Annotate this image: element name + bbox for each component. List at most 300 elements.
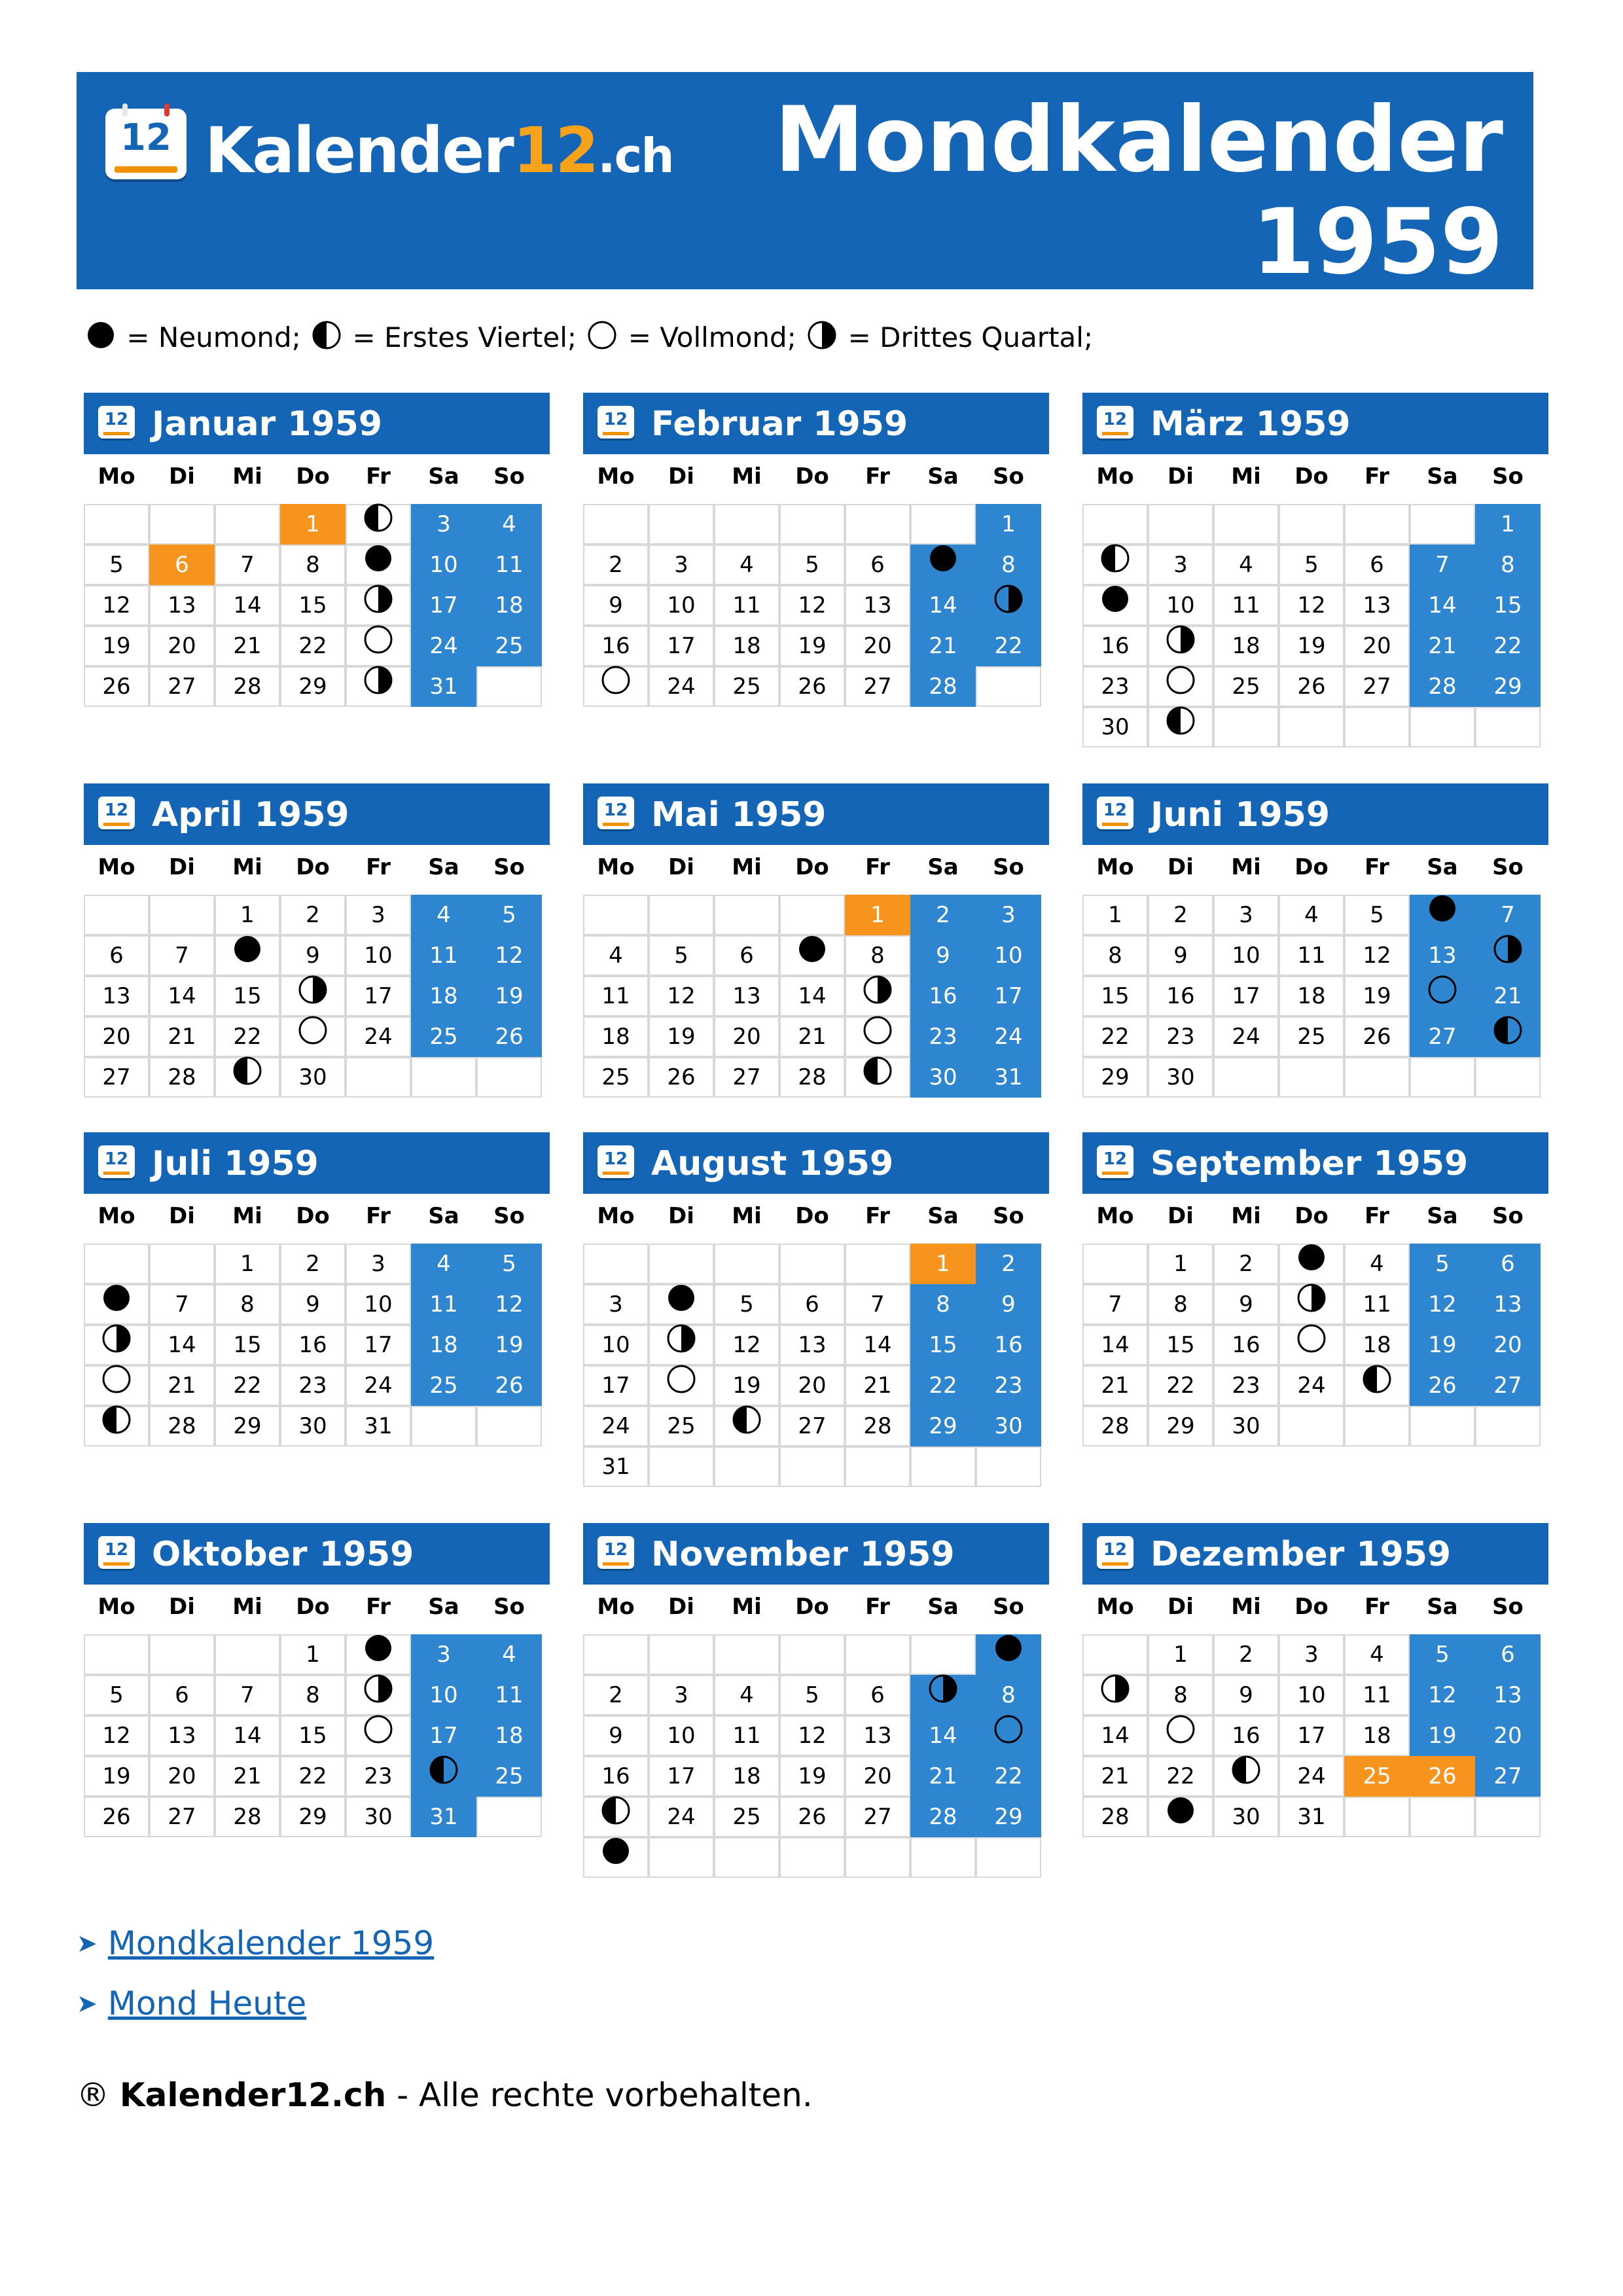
day-cell: 3: [411, 1634, 476, 1675]
day-cell: 19: [779, 626, 845, 666]
day-cell: [1082, 585, 1148, 626]
day-cell: 7: [1475, 895, 1541, 935]
new-moon-icon: [994, 1634, 1023, 1674]
day-cell: 11: [1213, 585, 1279, 626]
day-cell: 5: [84, 1675, 149, 1715]
day-cell: [1082, 1675, 1148, 1715]
day-cell: 9: [1213, 1675, 1279, 1715]
day-cell: 22: [280, 626, 346, 666]
empty-cell: [411, 1406, 476, 1446]
weekday-label: Mo: [98, 1203, 135, 1229]
weekday-label: Di: [668, 854, 694, 880]
day-cell: 25: [649, 1406, 714, 1446]
day-cell: 14: [215, 1715, 280, 1756]
day-cell: 27: [1475, 1365, 1541, 1406]
weekday-label: Mo: [1096, 463, 1134, 490]
day-cell: 19: [1410, 1715, 1475, 1756]
day-cell: [84, 1325, 149, 1365]
day-cell: 16: [280, 1325, 346, 1365]
day-cell: 17: [411, 1715, 476, 1756]
day-cell: 21: [910, 1756, 976, 1797]
day-cell: [976, 1634, 1041, 1675]
day-cell: 28: [779, 1057, 845, 1098]
weekday-label: Mo: [98, 463, 135, 490]
day-cell: 20: [1344, 626, 1410, 666]
day-cell: 19: [1410, 1325, 1475, 1365]
month-header: [1082, 1132, 1548, 1194]
day-cell: 6: [714, 935, 779, 976]
day-cell: 9: [583, 585, 649, 626]
last-quarter-moon-icon: [994, 584, 1023, 625]
empty-cell: [1213, 1057, 1279, 1098]
day-cell: 23: [280, 1365, 346, 1406]
day-cell: 10: [976, 935, 1041, 976]
day-cell: 27: [845, 666, 910, 707]
weekday-label: Sa: [428, 463, 459, 490]
day-cell: 16: [1213, 1715, 1279, 1756]
calendar-icon: 12: [1097, 406, 1133, 439]
day-cell: [1082, 545, 1148, 585]
calendar-icon: 12: [98, 1536, 135, 1569]
day-cell: 1: [280, 1634, 346, 1675]
day-cell: 30: [910, 1057, 976, 1098]
day-cell: 29: [1148, 1406, 1213, 1446]
weekday-label: Mi: [232, 854, 262, 880]
empty-cell: [84, 504, 149, 545]
new-moon-icon: [929, 544, 957, 584]
day-cell: 26: [779, 666, 845, 707]
day-cell: [714, 1406, 779, 1446]
day-cell: 17: [583, 1365, 649, 1406]
month-header: [1082, 393, 1548, 454]
day-cell: 21: [1475, 976, 1541, 1016]
weekday-label: Di: [169, 1594, 195, 1620]
day-cell: 18: [1344, 1325, 1410, 1365]
empty-cell: [476, 1057, 542, 1098]
day-cell: 25: [1279, 1016, 1344, 1057]
weekday-label: Do: [296, 854, 330, 880]
day-cell: 24: [1279, 1365, 1344, 1406]
day-cell: 6: [1344, 545, 1410, 585]
day-cell: 8: [845, 935, 910, 976]
calendar-icon: 12: [98, 406, 135, 439]
day-cell: 27: [149, 1797, 215, 1837]
day-cell: 4: [411, 895, 476, 935]
weekday-label: Di: [169, 463, 195, 490]
day-cell: 23: [976, 1365, 1041, 1406]
weekday-label: Di: [1168, 854, 1194, 880]
empty-cell: [649, 1244, 714, 1284]
day-cell: 22: [215, 1365, 280, 1406]
day-cell: 29: [215, 1406, 280, 1446]
empty-cell: [1410, 504, 1475, 545]
month-title: August 1959: [651, 1144, 894, 1183]
day-cell: 4: [583, 935, 649, 976]
weekday-label: Sa: [428, 854, 459, 880]
day-cell: [583, 1797, 649, 1837]
day-cell: 13: [1410, 935, 1475, 976]
month-header: [1082, 783, 1548, 845]
day-cell: [1148, 707, 1213, 747]
weekday-label: Do: [1294, 854, 1329, 880]
day-cell: 3: [411, 504, 476, 545]
empty-cell: [845, 1244, 910, 1284]
day-cell: 31: [346, 1406, 411, 1446]
empty-cell: [1082, 1244, 1148, 1284]
day-cell: 13: [149, 1715, 215, 1756]
day-cell: 26: [84, 1797, 149, 1837]
last-quarter-moon-icon: [102, 1324, 131, 1365]
day-cell: 28: [1410, 666, 1475, 707]
month-header: [583, 1523, 1049, 1585]
day-cell: 11: [583, 976, 649, 1016]
weekday-label: Do: [795, 463, 829, 490]
day-cell: 11: [411, 1284, 476, 1325]
day-cell: 4: [714, 545, 779, 585]
new-moon-icon: [1428, 894, 1457, 935]
new-moon-icon: [233, 935, 262, 975]
day-cell: 28: [1082, 1797, 1148, 1837]
empty-cell: [649, 1837, 714, 1878]
empty-cell: [910, 1634, 976, 1675]
day-cell: 11: [714, 585, 779, 626]
full-moon-icon: [1297, 1324, 1326, 1365]
weekday-label: Di: [1168, 463, 1194, 490]
day-cell: 10: [411, 545, 476, 585]
last-quarter-moon-icon: [808, 321, 836, 356]
link-mondkalender[interactable]: [77, 1924, 434, 1962]
weekday-label: Di: [1168, 1594, 1194, 1620]
day-cell: [346, 1675, 411, 1715]
day-cell: 18: [411, 976, 476, 1016]
month-title: Januar 1959: [152, 404, 383, 444]
day-cell: 12: [714, 1325, 779, 1365]
day-cell: 11: [1279, 935, 1344, 976]
day-cell: 14: [1410, 585, 1475, 626]
day-cell: [1148, 1715, 1213, 1756]
first-quarter-moon-icon: [233, 1056, 262, 1097]
empty-cell: [714, 1837, 779, 1878]
first-quarter-moon-icon: [601, 1796, 630, 1837]
weekday-label: So: [993, 1203, 1024, 1229]
day-cell: 15: [280, 1715, 346, 1756]
empty-cell: [845, 1446, 910, 1487]
day-cell: 27: [779, 1406, 845, 1446]
day-cell: 13: [1475, 1284, 1541, 1325]
day-cell: 10: [1279, 1675, 1344, 1715]
day-cell: 30: [280, 1406, 346, 1446]
full-moon-icon: [667, 1365, 696, 1405]
day-cell: 24: [1213, 1016, 1279, 1057]
weekday-label: Di: [668, 1203, 694, 1229]
day-cell: 7: [845, 1284, 910, 1325]
weekday-label: Mi: [232, 1594, 262, 1620]
day-cell: 14: [149, 976, 215, 1016]
day-cell: 20: [845, 626, 910, 666]
weekday-label: So: [993, 1594, 1024, 1620]
weekday-label: Sa: [927, 854, 959, 880]
empty-cell: [583, 895, 649, 935]
day-cell: 27: [1410, 1016, 1475, 1057]
day-cell: 21: [215, 626, 280, 666]
day-cell: 27: [84, 1057, 149, 1098]
day-cell: 31: [411, 666, 476, 707]
day-cell: 16: [910, 976, 976, 1016]
weekday-label: Mi: [732, 1594, 762, 1620]
weekday-label: Do: [296, 1594, 330, 1620]
empty-cell: [779, 1634, 845, 1675]
weekday-label: Fr: [366, 1203, 391, 1229]
empty-cell: [649, 504, 714, 545]
month-title: März 1959: [1150, 404, 1351, 444]
day-cell: 5: [714, 1284, 779, 1325]
empty-cell: [1344, 1057, 1410, 1098]
empty-cell: [845, 1634, 910, 1675]
weekday-label: Do: [795, 1203, 829, 1229]
day-cell: [84, 1284, 149, 1325]
day-cell: 2: [583, 1675, 649, 1715]
empty-cell: [845, 504, 910, 545]
weekday-label: Di: [668, 463, 694, 490]
day-cell: 26: [476, 1365, 542, 1406]
day-cell: 1: [1148, 1634, 1213, 1675]
empty-cell: [476, 1406, 542, 1446]
day-cell: 18: [1213, 626, 1279, 666]
weekday-label: So: [493, 1203, 525, 1229]
day-cell: 2: [1213, 1244, 1279, 1284]
month-header: [1082, 1523, 1548, 1585]
day-cell: 6: [845, 545, 910, 585]
month-header: [84, 1132, 550, 1194]
day-cell: 5: [1410, 1244, 1475, 1284]
weekday-label: Mi: [1231, 463, 1261, 490]
day-cell: 6: [845, 1675, 910, 1715]
empty-cell: [583, 1244, 649, 1284]
empty-cell: [779, 1837, 845, 1878]
day-cell: 8: [910, 1284, 976, 1325]
weekday-label: Sa: [927, 1203, 959, 1229]
day-cell: 12: [649, 976, 714, 1016]
day-cell: 28: [910, 666, 976, 707]
empty-cell: [215, 1634, 280, 1675]
day-cell: 27: [1475, 1756, 1541, 1797]
footer-copyright: ® Kalender12.ch - Alle rechte vorbehalten.: [77, 2076, 813, 2114]
calendar-icon: 12: [1097, 797, 1133, 829]
day-cell: 4: [1213, 545, 1279, 585]
day-cell: 17: [346, 976, 411, 1016]
empty-cell: [714, 504, 779, 545]
day-cell: [649, 1325, 714, 1365]
day-cell: 21: [149, 1016, 215, 1057]
day-cell: 12: [779, 1715, 845, 1756]
empty-cell: [1475, 1406, 1541, 1446]
last-quarter-moon-icon: [298, 975, 327, 1016]
weekday-label: Fr: [1364, 463, 1389, 490]
weekday-label: Mo: [1096, 1203, 1134, 1229]
day-cell: [346, 545, 411, 585]
day-cell: 27: [714, 1057, 779, 1098]
day-cell: 17: [976, 976, 1041, 1016]
weekday-label: Sa: [1427, 463, 1458, 490]
day-cell: 4: [1279, 895, 1344, 935]
day-cell: 5: [84, 545, 149, 585]
day-cell: 6: [1475, 1634, 1541, 1675]
link-mondkalender-text[interactable]: Mondkalender 1959: [107, 1924, 435, 1962]
day-cell: 30: [280, 1057, 346, 1098]
first-quarter-moon-icon: [1101, 544, 1130, 584]
month-title: November 1959: [651, 1535, 955, 1574]
day-cell: 5: [476, 895, 542, 935]
calendar-icon: 12: [597, 1536, 634, 1569]
day-cell: 13: [1344, 585, 1410, 626]
new-moon-icon: [601, 1837, 630, 1877]
empty-cell: [1279, 707, 1344, 747]
day-cell: 31: [1279, 1797, 1344, 1837]
weekday-label: So: [493, 1594, 525, 1620]
month-header: [84, 1523, 550, 1585]
day-cell: 21: [149, 1365, 215, 1406]
empty-cell: [1344, 504, 1410, 545]
day-cell: [845, 1016, 910, 1057]
day-cell: 6: [149, 1675, 215, 1715]
calendar-icon: 12: [597, 1145, 634, 1178]
last-quarter-moon-icon: [929, 1674, 957, 1715]
first-quarter-moon-icon: [312, 321, 341, 356]
link-mond-heute[interactable]: [77, 1984, 306, 2022]
day-cell: 21: [1082, 1365, 1148, 1406]
day-cell: 23: [346, 1756, 411, 1797]
last-quarter-moon-icon: [863, 975, 892, 1016]
day-cell: 20: [845, 1756, 910, 1797]
day-cell: 19: [84, 626, 149, 666]
day-cell: 19: [84, 1756, 149, 1797]
weekday-label: Sa: [1427, 1203, 1458, 1229]
weekday-label: Mi: [1231, 1594, 1261, 1620]
weekday-label: Do: [1294, 463, 1329, 490]
day-cell: 8: [280, 545, 346, 585]
day-cell: 22: [280, 1756, 346, 1797]
weekday-label: Mi: [732, 463, 762, 490]
day-cell: 17: [1213, 976, 1279, 1016]
day-cell: 26: [779, 1797, 845, 1837]
day-cell: 3: [1213, 895, 1279, 935]
empty-cell: [411, 1057, 476, 1098]
day-cell: [346, 1634, 411, 1675]
month-title: Februar 1959: [651, 404, 908, 444]
full-moon-icon: [364, 1715, 393, 1755]
first-quarter-moon-icon: [429, 1755, 458, 1796]
first-quarter-moon-icon: [732, 1405, 761, 1446]
empty-cell: [476, 1797, 542, 1837]
empty-cell: [976, 1446, 1041, 1487]
day-cell: [1344, 1365, 1410, 1406]
new-moon-icon: [86, 321, 115, 356]
empty-cell: [1410, 1057, 1475, 1098]
day-cell: [910, 545, 976, 585]
empty-cell: [1410, 1406, 1475, 1446]
weekday-label: Mo: [98, 854, 135, 880]
day-cell: 23: [1213, 1365, 1279, 1406]
weekday-label: So: [493, 854, 525, 880]
link-mond-heute-text[interactable]: Mond Heute: [107, 1984, 307, 2022]
day-cell: 22: [910, 1365, 976, 1406]
new-moon-icon: [1101, 584, 1130, 625]
empty-cell: [976, 1837, 1041, 1878]
day-cell: 3: [649, 545, 714, 585]
day-cell: 13: [714, 976, 779, 1016]
day-cell: [583, 666, 649, 707]
day-cell: 5: [476, 1244, 542, 1284]
day-cell: 8: [1148, 1675, 1213, 1715]
arrow-right-icon: ➤: [77, 1929, 98, 1958]
last-quarter-moon-icon: [1297, 1283, 1326, 1324]
day-cell: 13: [149, 585, 215, 626]
day-cell: 24: [346, 1365, 411, 1406]
logo-wordmark: Kalender12.ch: [205, 114, 673, 187]
weekday-label: So: [993, 463, 1024, 490]
weekday-label: So: [1492, 854, 1524, 880]
day-cell: 29: [976, 1797, 1041, 1837]
day-cell: 24: [583, 1406, 649, 1446]
day-cell: 10: [649, 585, 714, 626]
empty-cell: [714, 895, 779, 935]
day-cell: 2: [976, 1244, 1041, 1284]
empty-cell: [649, 1446, 714, 1487]
last-quarter-moon-icon: [667, 1324, 696, 1365]
month-header: [583, 783, 1049, 845]
day-cell: 25: [1344, 1756, 1410, 1797]
day-cell: 1: [910, 1244, 976, 1284]
day-cell: 26: [1279, 666, 1344, 707]
day-cell: 25: [411, 1016, 476, 1057]
day-cell: 15: [1148, 1325, 1213, 1365]
day-cell: 20: [1475, 1325, 1541, 1365]
new-moon-icon: [667, 1283, 696, 1324]
day-cell: 19: [1344, 976, 1410, 1016]
day-cell: 9: [280, 1284, 346, 1325]
day-cell: 14: [1082, 1325, 1148, 1365]
empty-cell: [910, 504, 976, 545]
day-cell: 28: [1082, 1406, 1148, 1446]
empty-cell: [1082, 1634, 1148, 1675]
last-quarter-moon-icon: [364, 1674, 393, 1715]
day-cell: 21: [1082, 1756, 1148, 1797]
full-moon-icon: [601, 666, 630, 706]
month-header: [84, 393, 550, 454]
day-cell: 1: [215, 895, 280, 935]
day-cell: [215, 1057, 280, 1098]
day-cell: 19: [1279, 626, 1344, 666]
day-cell: [1279, 1325, 1344, 1365]
weekday-label: Fr: [1364, 854, 1389, 880]
last-quarter-moon-icon: [1101, 1674, 1130, 1715]
month-title: April 1959: [152, 795, 349, 834]
day-cell: 12: [779, 585, 845, 626]
day-cell: 12: [1279, 585, 1344, 626]
day-cell: [1279, 1284, 1344, 1325]
day-cell: 18: [583, 1016, 649, 1057]
day-cell: [1475, 935, 1541, 976]
month-title: Oktober 1959: [152, 1535, 414, 1574]
day-cell: 13: [845, 585, 910, 626]
day-cell: 12: [84, 585, 149, 626]
day-cell: 5: [779, 545, 845, 585]
day-cell: 18: [411, 1325, 476, 1365]
empty-cell: [976, 666, 1041, 707]
weekday-label: Mo: [597, 854, 635, 880]
day-cell: 24: [346, 1016, 411, 1057]
day-cell: 22: [976, 1756, 1041, 1797]
